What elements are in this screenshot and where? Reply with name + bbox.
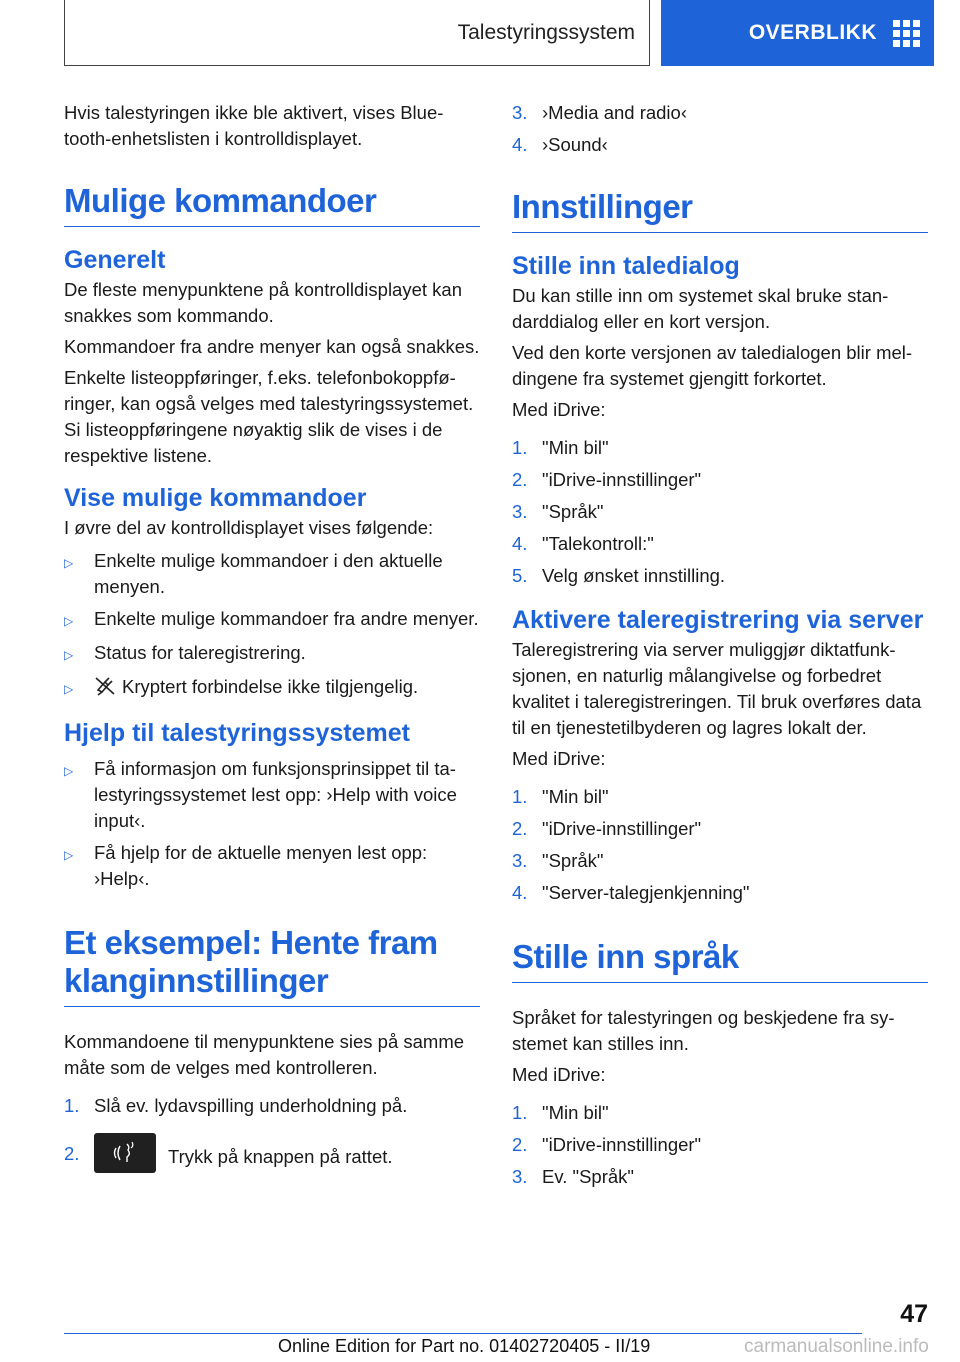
overview-tab[interactable]	[661, 0, 934, 66]
triangle-bullet-icon: ▷	[64, 764, 74, 778]
triangle-bullet-icon: ▷	[64, 648, 74, 662]
list-item: 4. ›Sound‹	[512, 134, 608, 155]
list-item: 3. Ev. "Språk"	[512, 1166, 634, 1187]
hjelp-list	[64, 756, 480, 892]
list-item: ▷ Kryptert forbindelse ikke tilgjengelig.	[64, 674, 480, 702]
triangle-bullet-icon: ▷	[64, 556, 74, 570]
heading-et-eksempel: Et eksempel: Hente fram klanginnstillinger	[64, 924, 480, 1007]
intro-paragraph: Hvis talestyringen ikke ble aktivert, vises Blue-tooth-enhetslisten i kontrolldisplayet.	[64, 102, 444, 149]
grid-menu-icon	[893, 20, 920, 47]
list-item: ▷ Få informasjon om funksjonsprinsippet til talestyringssystemet lest opp: ›Help with voice input‹.	[64, 756, 480, 834]
list-item: 3. "Språk"	[512, 501, 604, 522]
triangle-bullet-icon: ▷	[64, 614, 74, 628]
heading-stille-inn-sprak: Stille inn språk	[512, 938, 928, 983]
header-section-title: Talestyringssystem	[64, 0, 650, 66]
list-item: 3. ›Media and radio‹	[512, 102, 687, 123]
triangle-bullet-icon: ▷	[64, 848, 74, 862]
list-item: 1. "Min bil"	[512, 437, 609, 458]
taledialog-paragraph-2: Ved den korte versjonen av taledialogen blir meldingene fra systemet gjengitt forkortet.	[512, 342, 913, 389]
list-item: ▷ Enkelte mulige kommandoer fra andre menyer.	[64, 606, 480, 634]
left-column	[64, 100, 480, 1179]
list-item: 2. "iDrive-innstillinger"	[512, 818, 702, 839]
list-item: ▷ Få hjelp for de aktuelle menyen lest opp: ›Help‹.	[64, 840, 480, 892]
list-item: 2. "iDrive-innstillinger"	[512, 1134, 702, 1155]
list-item: 4. "Server-talegjenkjenning"	[512, 882, 750, 903]
generelt-paragraph-2: Kommandoer fra andre menyer kan også snakkes.	[64, 336, 480, 357]
sprak-steps	[512, 1100, 928, 1190]
list-item: 1. Slå ev. lydavspilling underholdning på.	[64, 1095, 408, 1116]
overview-tab-label: OVERBLIKK	[748, 21, 877, 44]
encryption-unavailable-icon	[94, 676, 116, 696]
list-item: 1. "Min bil"	[512, 1102, 609, 1123]
list-item: ▷ Enkelte mulige kommandoer i den aktuelle menyen.	[64, 548, 480, 600]
list-item: ▷ Status for taleregistrering.	[64, 640, 480, 668]
taledialog-paragraph-1: Du kan stille inn om systemet skal bruke standarddialog eller en kort versjon.	[512, 285, 889, 332]
heading-generelt: Generelt	[64, 246, 166, 274]
taledialog-steps	[512, 435, 928, 589]
server-paragraph-2: Med iDrive:	[512, 748, 606, 769]
heading-hjelp: Hjelp til talestyringssystemet	[64, 719, 410, 747]
list-item: 5. Velg ønsket innstilling.	[512, 565, 726, 586]
heading-stille-inn-taledialog: Stille inn taledialog	[512, 252, 740, 280]
server-paragraph-1: Taleregistrering via server muliggjør diktatfunksjonen, en naturlig målangivelse og forbedret kvalitet i taleregistreringen. Til bruk overføres data til en tjenestetilbyderen og lagres lokalt der.	[512, 639, 922, 738]
heading-vise-mulige-kommandoer: Vise mulige kommandoer	[64, 484, 367, 512]
edition-text: Online Edition for Part no. 01402720405 - II/19	[278, 1336, 651, 1356]
list-item: 2. "iDrive-innstillinger"	[512, 469, 702, 490]
page-header	[64, 0, 934, 66]
eksempel-paragraph: Kommandoene til menypunktene sies på samme måte som de velges med kontrolleren.	[64, 1031, 465, 1078]
taledialog-paragraph-3: Med iDrive:	[512, 399, 606, 420]
sprak-paragraph-2: Med iDrive:	[512, 1064, 606, 1085]
vise-list	[64, 548, 480, 702]
list-item: 2. Trykk på knappen på rattet.	[64, 1133, 480, 1173]
footer-divider	[64, 1333, 862, 1334]
steering-wheel-voice-button-icon	[94, 1133, 156, 1173]
generelt-paragraph-1: De fleste menypunktene på kontrolldisplayet kan snakkes som kommando.	[64, 279, 462, 326]
eksempel-steps	[64, 1093, 480, 1173]
watermark-text: carmanualsonline.info	[744, 1336, 929, 1357]
generelt-paragraph-3: Enkelte listeoppføringer, f.eks. telefonbokoppføringer, kan også velges med talestyringssystemet. Si listeoppføringene nøyaktig slik de vises i de respektive listene.	[64, 367, 474, 466]
list-item: 4. "Talekontroll:"	[512, 533, 654, 554]
heading-innstillinger: Innstillinger	[512, 188, 928, 233]
heading-aktivere-taleregistrering: Aktivere taleregistrering via server	[512, 606, 924, 634]
list-item: 1. "Min bil"	[512, 786, 609, 807]
triangle-bullet-icon: ▷	[64, 682, 74, 696]
list-item: 3. "Språk"	[512, 850, 604, 871]
heading-mulige-kommandoer: Mulige kommandoer	[64, 182, 480, 227]
right-column	[512, 100, 928, 1196]
vise-paragraph: I øvre del av kontrolldisplayet vises følgende:	[64, 517, 434, 538]
page-number: 47	[900, 1300, 928, 1328]
server-steps	[512, 784, 928, 906]
continued-steps	[512, 100, 928, 158]
sprak-paragraph-1: Språket for talestyringen og beskjedene fra systemet kan stilles inn.	[512, 1007, 895, 1054]
